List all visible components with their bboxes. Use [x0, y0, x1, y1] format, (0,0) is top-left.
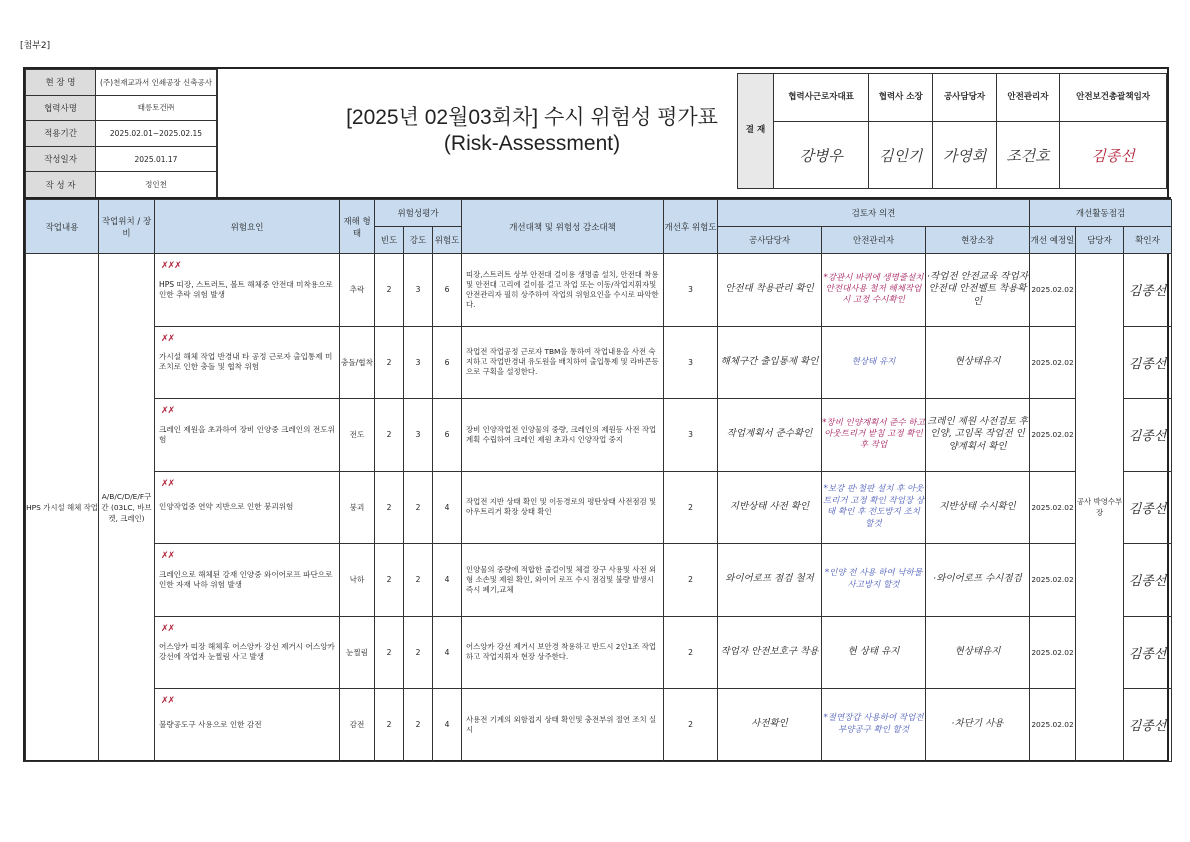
approval-signature: 가영회 [933, 122, 996, 189]
approval-role: 안전보건총괄책임자 [1060, 74, 1167, 122]
hazard-cell: ✗✗ 크레인으로 해체된 강재 인양중 와이어로프 파단으로 인한 자재 낙하 위험 발생 [155, 544, 340, 617]
freq-cell: 2 [375, 399, 404, 472]
confirm-cell: 김종선 [1124, 689, 1172, 762]
cross-mark-icon: ✗✗ [161, 478, 175, 489]
title-block [297, 105, 767, 156]
hazard-cell: ✗✗ 불량공도구 사용으로 인한 감전 [155, 689, 340, 762]
cross-mark-icon: ✗✗ [161, 333, 175, 344]
table-row [26, 689, 1172, 762]
hazard-cell: ✗✗✗ HPS 띠장, 스트러트, 볼트 해체중 안전대 미착용으로 인한 추락 위험 발생 [155, 254, 340, 327]
severity-cell: 2 [404, 471, 433, 544]
severity-cell: 2 [404, 544, 433, 617]
cross-mark-icon: ✗✗ [161, 623, 175, 634]
pm-opinion-cell: 지반상태 사전 확인 [718, 471, 822, 544]
hazard-cell: ✗✗ 어스앙카 띠장 해체후 어스앙카 강선 제거시 어스앙카 강선에 작업자 눈찔림 사고 발생 [155, 616, 340, 689]
freq-cell: 2 [375, 689, 404, 762]
post-risk-cell: 3 [664, 326, 718, 399]
date-cell: 2025.02.02 [1030, 326, 1076, 399]
freq-cell: 2 [375, 326, 404, 399]
info-value: (주)천재교과서 인쇄공장 신축공사 [96, 70, 217, 96]
risk-cell: 4 [433, 544, 462, 617]
safety-opinion-cell: 현상태 유지 [822, 326, 926, 399]
type-cell: 전도 [340, 399, 375, 472]
risk-cell: 6 [433, 326, 462, 399]
header-disaster-type: 재해 형태 [340, 200, 375, 254]
site-opinion-cell: 현상태유지 [926, 326, 1030, 399]
approval-signature: 강병우 [774, 122, 869, 189]
risk-table [25, 199, 1172, 762]
site-opinion-cell: 지반상태 수시확인 [926, 471, 1030, 544]
severity-cell: 3 [404, 399, 433, 472]
type-cell: 추락 [340, 254, 375, 327]
type-cell: 감전 [340, 689, 375, 762]
severity-cell: 2 [404, 689, 433, 762]
header-owner: 담당자 [1076, 227, 1124, 254]
risk-cell: 4 [433, 471, 462, 544]
info-value: 태릉토건㈜ [96, 95, 217, 121]
header-reviewer-safety: 안전관리자 [822, 227, 926, 254]
post-risk-cell: 2 [664, 544, 718, 617]
info-label: 현 장 명 [26, 70, 96, 96]
post-risk-cell: 3 [664, 254, 718, 327]
date-cell: 2025.02.02 [1030, 254, 1076, 327]
header-task: 작업내용 [26, 200, 99, 254]
approval-role: 공사담당자 [933, 74, 996, 122]
measures-cell: 사용전 기계의 외함접지 상태 확인및 충전부위 절연 조치 실시 [462, 689, 664, 762]
header-risk: 위험도 [433, 227, 462, 254]
hazard-cell: ✗✗ 인양작업중 연약 지반으로 인한 붕괴위험 [155, 471, 340, 544]
type-cell: 낙하 [340, 544, 375, 617]
confirm-cell: 김종선 [1124, 471, 1172, 544]
freq-cell: 2 [375, 544, 404, 617]
site-opinion-cell: 크레인 제원 사전검토 후 인양, 고임목 작업전 인양계획서 확인 [926, 399, 1030, 472]
info-value: 정인천 [96, 172, 217, 198]
date-cell: 2025.02.02 [1030, 689, 1076, 762]
measures-cell: 작업전 작업공정 근로자 TBM을 통하여 작업내용을 사전 숙지하고 작업반경내 유도원을 배치하여 출입통제 및 라바콘등으로 구획을 설정한다. [462, 326, 664, 399]
severity-cell: 2 [404, 616, 433, 689]
location-cell: A/B/C/D/E/F구간 (03LC, 바브켓, 크레인) [99, 254, 155, 762]
risk-cell: 4 [433, 616, 462, 689]
header-reviewer-pm: 공사담당자 [718, 227, 822, 254]
info-label: 작 성 자 [26, 172, 96, 198]
header-freq: 빈도 [375, 227, 404, 254]
header-reviewer-site: 현장소장 [926, 227, 1030, 254]
safety-opinion-cell: *강관시 바퀴에 생명줄설치 안전대사용 철저 해체작업시 고정 수시확인 [822, 254, 926, 327]
severity-cell: 3 [404, 254, 433, 327]
header-risk-eval: 위험성평가 [375, 200, 462, 227]
table-row [26, 471, 1172, 544]
info-value: 2025.02.01~2025.02.15 [96, 121, 217, 147]
page-subtitle: (Risk-Assessment) [443, 132, 621, 156]
risk-cell: 6 [433, 399, 462, 472]
table-row [26, 616, 1172, 689]
info-row-contractor [26, 95, 217, 121]
header-planned-date: 개선 예정일 [1030, 227, 1076, 254]
pm-opinion-cell: 작업계획서 준수확인 [718, 399, 822, 472]
info-row-author [26, 172, 217, 198]
post-risk-cell: 3 [664, 399, 718, 472]
post-risk-cell: 2 [664, 471, 718, 544]
confirm-cell: 김종선 [1124, 399, 1172, 472]
cross-mark-icon: ✗✗ [161, 406, 175, 416]
approval-role: 협력사 소장 [869, 74, 933, 122]
date-cell: 2025.02.02 [1030, 544, 1076, 617]
approval-signature: 김종선 [1060, 122, 1167, 189]
pm-opinion-cell: 해체구간 출입통제 확인 [718, 326, 822, 399]
header-post-risk: 개선후 위험도 [664, 200, 718, 254]
header-measures: 개선대책 및 위험성 감소대책 [462, 200, 664, 254]
site-opinion-cell: 현상태유지 [926, 616, 1030, 689]
risk-assessment-sheet [23, 67, 1169, 762]
freq-cell: 2 [375, 616, 404, 689]
confirm-cell: 김종선 [1124, 326, 1172, 399]
site-opinion-cell: ·차단기 사용 [926, 689, 1030, 762]
safety-opinion-cell: *인양 전 사용 하여 낙하물 사고방지 할것 [822, 544, 926, 617]
risk-cell: 4 [433, 689, 462, 762]
pm-opinion-cell: 와이어로프 점검 철저 [718, 544, 822, 617]
info-row-period [26, 121, 217, 147]
table-row [26, 326, 1172, 399]
info-label: 적용기간 [26, 121, 96, 147]
table-row [26, 399, 1172, 472]
type-cell: 눈찔림 [340, 616, 375, 689]
info-label: 작성일자 [26, 146, 96, 172]
post-risk-cell: 2 [664, 616, 718, 689]
confirm-cell: 김종선 [1124, 616, 1172, 689]
type-cell: 충돌/협착 [340, 326, 375, 399]
type-cell: 붕괴 [340, 471, 375, 544]
pm-opinion-cell: 사전확인 [718, 689, 822, 762]
confirm-cell: 김종선 [1124, 254, 1172, 327]
approval-box [737, 73, 1167, 189]
safety-opinion-cell: *장비 인양계획서 준수 하고 아웃트리거 받침 고정 확인 후 작업 [822, 399, 926, 472]
approval-role: 협력사근로자대표 [774, 74, 869, 122]
task-cell: HPS 가시설 해체 작업 [26, 254, 99, 762]
hazard-cell: ✗✗ 크레인 제원을 초과하여 장비 인양중 크레인의 전도위험 [155, 399, 340, 472]
info-row-date [26, 146, 217, 172]
date-cell: 2025.02.02 [1030, 616, 1076, 689]
measures-cell: 작업전 지반 상태 확인 및 이동경로의 평탄상태 사전점검 및 아우트리거 확장 상태 확인 [462, 471, 664, 544]
cross-mark-icon: ✗✗ [161, 696, 175, 706]
pm-opinion-cell: 작업자 안전보호구 착용 [718, 616, 822, 689]
freq-cell: 2 [375, 471, 404, 544]
confirm-cell: 김종선 [1124, 544, 1172, 617]
page-title: [2025년 02월03회차] 수시 위험성 평가표 [346, 106, 718, 129]
header-confirm: 확인자 [1124, 227, 1172, 254]
safety-opinion-cell: *절연장갑 사용하여 작업전 부양공구 확인 할것 [822, 689, 926, 762]
safety-opinion-cell: *보강 판·철판 설치 후 아웃트리거 고정 확인 작업장 상태 확인 후 전도방지 조치 할것 [822, 471, 926, 544]
approval-signature: 조건호 [996, 122, 1059, 189]
approval-signature: 김인기 [869, 122, 933, 189]
site-opinion-cell: ·작업전 안전교육 작업자 안전대 안전벨트 착용확인 [926, 254, 1030, 327]
hazard-cell: ✗✗ 가시설 해체 작업 반경내 타 공정 근로자 출입통제 미조치로 인한 충돌 및 협착 위험 [155, 326, 340, 399]
measures-cell: 띠장,스트러트 상부 안전대 걸이용 생명줄 설치, 안전대 착용및 안전대 고리에 걸이를 걸고 작업 또는 이동/작업지휘자및 안전관리자 필히 상주하여 작업의 위험요인을 수시로 파악한다. [462, 254, 664, 327]
measures-cell: 어스앙카 강선 제거시 보안경 착용하고 반드시 2인1조 작업하고 작업지휘자 현장 상주한다. [462, 616, 664, 689]
table-row [26, 254, 1172, 327]
header-divider [217, 69, 218, 197]
severity-cell: 3 [404, 326, 433, 399]
cross-mark-icon: ✗✗ [161, 551, 175, 561]
cross-mark-icon: ✗✗✗ [161, 261, 181, 271]
header-review: 검토자 의견 [718, 200, 1030, 227]
pm-opinion-cell: 안전대 착용관리 확인 [718, 254, 822, 327]
date-cell: 2025.02.02 [1030, 471, 1076, 544]
risk-cell: 6 [433, 254, 462, 327]
safety-opinion-cell: 현 상태 유지 [822, 616, 926, 689]
measures-cell: 장비 인양작업전 인양물의 중량, 크레인의 제원등 사전 작업계획 수립하여 크레인 제원 초과시 인양작업 중지 [462, 399, 664, 472]
approval-role: 안전관리자 [996, 74, 1059, 122]
date-cell: 2025.02.02 [1030, 399, 1076, 472]
attachment-label: [첨부2] [20, 41, 51, 51]
approval-label: 결 재 [738, 74, 774, 189]
freq-cell: 2 [375, 254, 404, 327]
info-value: 2025.01.17 [96, 146, 217, 172]
measures-cell: 인양물의 중량에 적합한 줄걸이및 체결 장구 사용및 사전 외형 소손및 제원 확인, 와이어 로프 수시 점검및 불량 발생시 즉시 폐기,교체 [462, 544, 664, 617]
owner-cell: 공사 박영수부장 [1076, 254, 1124, 762]
header-location: 작업위치 / 장비 [99, 200, 155, 254]
info-row-site [26, 70, 217, 96]
table-row [26, 544, 1172, 617]
post-risk-cell: 2 [664, 689, 718, 762]
site-opinion-cell: ·와이어로프 수시점검 [926, 544, 1030, 617]
header-severity: 강도 [404, 227, 433, 254]
info-label: 협력사명 [26, 95, 96, 121]
header-activity: 개선활동점검 [1030, 200, 1172, 227]
header-hazard: 위험요인 [155, 200, 340, 254]
project-info-table [25, 69, 217, 198]
